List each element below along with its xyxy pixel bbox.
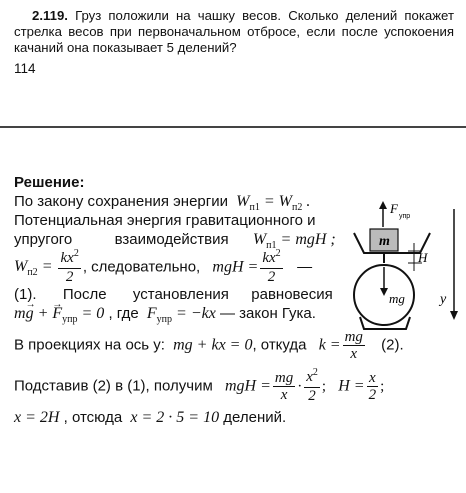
text-hooke-law: — закон Гука.: [219, 305, 316, 322]
solution-line-4: $W_{п2}$ = $\frac{kx^2}{2}$ , следовательно, mgH = $\frac{kx^2}{2}$ —: [14, 248, 313, 285]
fraction-kx2-2b: $\frac{kx^2}{2}$: [262, 248, 281, 285]
formula-hooke: $F_{упр} = -kx$: [142, 305, 216, 325]
solution-heading: Решение:: [14, 174, 85, 191]
formula-h: H =: [330, 377, 365, 395]
problem-text: Груз положили на чашку весов. Сколько делений покажет стрелка весов при первоначальном отбросе, если после успокоения качаний она показывает 5 делений?: [14, 8, 454, 55]
text-interaction: взаимодействия: [114, 231, 229, 248]
text-elastic: упругого: [14, 231, 73, 248]
text-divisions: делений.: [223, 409, 287, 426]
formula-mgh: mgH =: [204, 258, 259, 276]
text-establishing: установления: [132, 286, 229, 303]
problem-block: [14, 8, 454, 77]
text-where: , где: [108, 305, 139, 322]
formula-energy-equality: $W_{п1} = W_{п2}$ .: [232, 193, 311, 213]
fraction-kx2-2: $\frac{kx^2}{2}$: [60, 248, 79, 285]
formula-result: x = 2 · 5 = 10: [126, 409, 220, 426]
solution-line-9: [14, 409, 458, 428]
problem-number: 2.119.: [32, 8, 68, 23]
fraction-x2-2: $\frac{x^2}{2}$: [306, 367, 318, 404]
scale-diagram: [350, 199, 460, 339]
formula-wp2: $W_{п2}$ =: [14, 258, 57, 279]
divider: [0, 126, 466, 128]
problem-statement: [14, 8, 454, 56]
height-label: H: [418, 250, 428, 265]
answer-value: 114: [14, 61, 36, 76]
text-substituting: Подставив (2) в (1), получим: [14, 377, 213, 395]
weight-arrow-head: [380, 288, 388, 296]
text-energy-law: По закону сохранения энергии: [14, 193, 228, 210]
weight-label: mg: [389, 291, 405, 306]
y-axis-label: y: [440, 292, 447, 307]
text-eq1: (1).: [14, 286, 37, 303]
force-sub-label: упр: [399, 213, 411, 220]
fraction-x-2: $\frac{x}{2}$: [368, 370, 377, 403]
text-consequently: , следовательно,: [82, 258, 201, 276]
text-potential-energy: Потенциальная энергия гравитационного и: [14, 212, 316, 229]
formula-projection: mg + kx = 0: [169, 336, 253, 354]
fraction-mg-x: $\frac{mg}{x}$: [344, 329, 363, 362]
formula-wp1: $W_{п1}$ = mgH ;: [232, 231, 336, 251]
text-eq2: (2).: [381, 336, 404, 354]
formula-k: k =: [310, 336, 341, 354]
solution-line-8: Подставив (2) в (1), получим mgH = $\frac{mg}{x}$ · $\frac{x^2}{2}$ ; H = $\frac{x}{2}$ ;: [14, 367, 385, 404]
formula-mgh-2: mgH =: [216, 377, 271, 395]
fraction-mg-x-2: $\frac{mg}{x}$: [274, 370, 294, 403]
text-whence: , откуда: [252, 336, 307, 354]
formula-force-balance: m→ g + → $F_{упр} = 0$: [14, 305, 104, 322]
text-hence: , отсюда: [63, 409, 123, 426]
formula-x-2h: x = 2H: [14, 409, 60, 426]
text-equilibrium: равновесия: [251, 286, 333, 303]
text-projection: В проекциях на ось y:: [14, 336, 165, 354]
text-after: После: [62, 286, 107, 303]
force-label: F: [390, 201, 398, 216]
y-axis-head: [450, 311, 458, 320]
force-arrow-head: [379, 201, 387, 209]
mass-label: m: [379, 234, 390, 249]
